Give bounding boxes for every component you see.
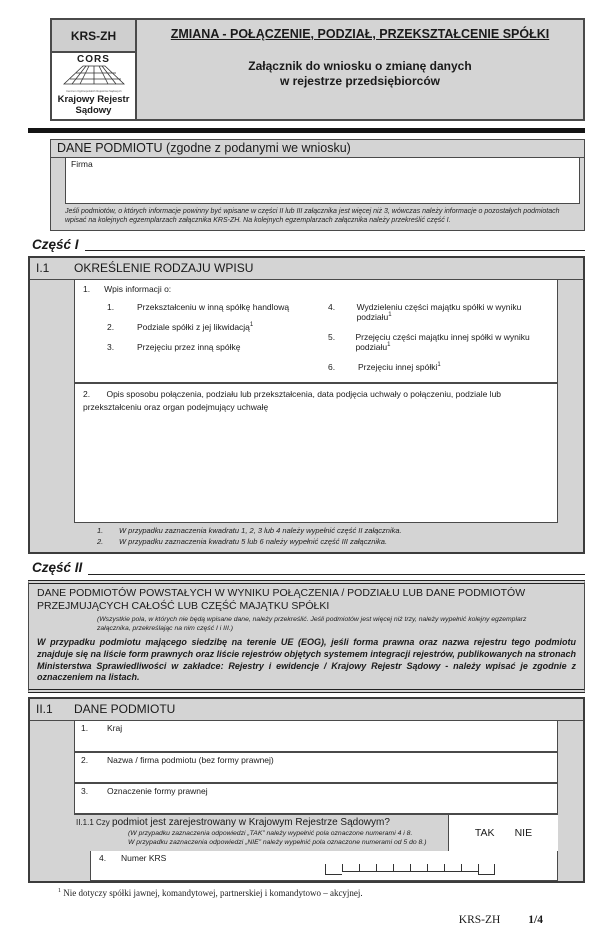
option-6-number: 6.: [328, 362, 336, 373]
form-header: [50, 18, 585, 121]
tak-nie-cell: [448, 815, 558, 851]
kraj-input[interactable]: [74, 721, 558, 752]
footer-form-code: KRS-ZH: [458, 914, 501, 926]
option-1-number: 1.: [107, 302, 115, 313]
opis-sposobu-label: [83, 388, 549, 414]
dane-podmiotu-note: Jeśli podmiotów, o których informacje powinny być wpisane w części II lub III załącznika jest więcej niż 3, wówczas należy informacje o pozostałych podmiotach wpisać na kolejnych egzemplarzach załącznika KRS-ZH. Na kolejnych egzemplarzach załącznika należy przekreślić część I.: [65, 208, 560, 225]
question-ii11-row: [74, 814, 558, 851]
section-i1-footnotes: [30, 523, 583, 552]
form-code-cell: KRS-ZH: [52, 20, 135, 53]
czesc-2-eu-note: W przypadku podmiotu mającego siedzibę na terenie UE (EOG), jeśli forma prawna oraz nazwa rejestru tego podmiotu znajduje się na liście form prawnych oraz liście rejestrów objętych systemem integracji rejestrów, publikowanych na stronach Ministerstwa Sprawiedliwości w zakładce: Rejestry i ewidencje / Krajowy Rejestr Sądowy - należy wpisać je zgodnie z oznaczeniem na listach.: [37, 637, 576, 683]
option-5-number: 5.: [328, 332, 336, 343]
footnote-2-text: W przypadku zaznaczenia kwadratu 5 lub 6 należy wypełnić część III załącznika.: [119, 537, 388, 547]
option-1-label: Przekształceniu w inną spółkę handlową: [137, 302, 290, 313]
section-i1: [28, 256, 585, 554]
czesc-2-intro-box: [28, 580, 585, 693]
nie-option[interactable]: NIE: [514, 826, 533, 839]
czesc-2-intro-note: (Wszystkie pola, w których nie będą wpisane dane, należy przekreślić. Jeśli podmiotów jest więcej niż trzy, należy wypełnić kolejny egzemplarz załącznika, przekreślając na nim część I i III.): [97, 615, 527, 633]
options-right-column: [328, 302, 549, 380]
section-ii1: [28, 697, 585, 883]
question-ii11-text: II.1.1 Czy podmiot jest zarejestrowany w Krajowym Rejestrze Sądowym?: [76, 816, 390, 828]
krs-zh-form: [28, 18, 585, 926]
header-divider-rule: [28, 128, 585, 133]
form-subtitle-line1: Załącznik do wniosku o zmianę danych: [248, 58, 472, 73]
cors-logo: [52, 53, 135, 119]
forma-prawna-number: 3.: [81, 785, 89, 796]
option-4-number: 4.: [328, 302, 336, 313]
logo-org-line2: Sądowy: [75, 105, 112, 117]
logo-org-name: [58, 95, 130, 117]
krs-digit-cell[interactable]: [376, 864, 393, 872]
footnote-2-number: 2.: [97, 537, 104, 547]
krs-digit-cell[interactable]: [393, 864, 410, 872]
krs-digit-cell[interactable]: [461, 864, 478, 872]
section-ii1-band: [30, 699, 583, 721]
logo-org-line1: Krajowy Rejestr: [57, 94, 130, 106]
section-ii1-number: II.1: [36, 701, 53, 716]
footnote-1-number: 1.: [97, 526, 104, 536]
czesc-1-heading: [32, 238, 585, 253]
numer-krs-comb-input[interactable]: [325, 864, 495, 875]
cors-grid-icon: [63, 65, 125, 89]
option-3[interactable]: [107, 342, 328, 352]
option-6[interactable]: [328, 362, 549, 372]
option-5[interactable]: [328, 332, 549, 352]
wpis-informacji-box: [74, 280, 558, 383]
question-ii11-cell: [74, 815, 448, 851]
option-5-label: Przejęciu części majątku innej spółki w wyniku podziału$^1$: [355, 332, 530, 353]
footnote-row-2: [97, 537, 575, 548]
form-subtitle: [248, 59, 471, 90]
option-3-number: 3.: [107, 342, 115, 353]
form-title: ZMIANA - POŁĄCZENIE, PODZIAŁ, PRZEKSZTAŁCENIE SPÓŁKI: [170, 27, 550, 41]
option-4[interactable]: [328, 302, 549, 322]
dane-podmiotu-title: DANE PODMIOTU (zgodne z podanymi we wniosku): [51, 140, 584, 158]
page-footnote: $^1$ Nie dotyczy spółki jawnej, komandytowej, partnerskiej i komandytowo – akcyjnej.: [58, 888, 363, 898]
item1-number: 1.: [83, 284, 91, 295]
option-1[interactable]: [107, 302, 328, 312]
page-footer: [28, 914, 543, 926]
firma-input[interactable]: [65, 158, 580, 204]
form-subtitle-line2: w rejestrze przedsiębiorców: [279, 74, 441, 89]
nazwa-firma-number: 2.: [81, 754, 89, 765]
czesc-1-heading-rule: [85, 250, 585, 251]
option-3-label: Przejęciu przez inną spółkę: [137, 342, 241, 353]
option-2[interactable]: [107, 322, 328, 332]
option-2-number: 2.: [107, 322, 115, 333]
section-ii1-title: DANE PODMIOTU: [74, 701, 176, 716]
numer-krs-row: [90, 851, 558, 881]
forma-prawna-input[interactable]: [74, 783, 558, 814]
footer-page-number: 1/4: [528, 914, 543, 926]
krs-digit-cell[interactable]: [444, 864, 461, 872]
krs-digit-cell[interactable]: [359, 864, 376, 872]
tak-option[interactable]: TAK: [474, 826, 495, 839]
firma-label: Firma: [71, 159, 93, 169]
section-i1-band: [30, 258, 583, 280]
item2-label: Opis sposobu połączenia, podziału lub przekształcenia, data podjęcia uchwały o połączeniu, podziale lub przekształceniu oraz organ podejmujący uchwałę: [83, 389, 502, 413]
item1-label: Wpis informacji o:: [104, 284, 172, 295]
options-left-column: [107, 302, 328, 380]
krs-digit-cell[interactable]: [478, 864, 495, 875]
krs-digit-cell[interactable]: [427, 864, 444, 872]
numer-krs-number: 4.: [99, 853, 107, 863]
option-2-label: Podziale spółki z jej likwidacją$^1$: [137, 322, 254, 333]
czesc-1-heading-text: Część I: [32, 236, 79, 252]
cors-logo-subtext: Centrum Ogólnopolskich Rejestrów Sądowych: [65, 89, 122, 94]
section-i1-title: OKREŚLENIE RODZAJU WPISU: [74, 261, 254, 276]
footnote-row-1: [97, 526, 575, 537]
czesc-2-heading-text: Część II: [32, 560, 83, 576]
option-6-label: Przejęciu innej spółki$^1$: [358, 362, 441, 373]
czesc-2-intro-title: DANE PODMIOTÓW POWSTAŁYCH W WYNIKU POŁĄCZENIA / PODZIAŁU LUB DANE PODMIOTÓW PRZEJMUJĄCYCH CAŁOŚĆ LUB CZĘŚĆ MAJĄTKU SPÓŁKI: [37, 586, 526, 612]
dane-podmiotu-box: [50, 139, 585, 231]
opis-sposobu-input[interactable]: [74, 383, 558, 523]
czesc-2-heading: [32, 561, 585, 576]
krs-digit-cell[interactable]: [342, 864, 359, 872]
krs-digit-cell[interactable]: [410, 864, 427, 872]
option-4-label: Wydzieleniu części majątku spółki w wyniku podziału$^1$: [356, 302, 522, 323]
kraj-label: Kraj: [107, 722, 123, 733]
nazwa-firma-label: Nazwa / firma podmiotu (bez formy prawnej): [107, 754, 274, 765]
kraj-number: 1.: [81, 722, 89, 733]
numer-krs-label: Numer KRS: [121, 853, 167, 863]
header-title-cell: [137, 20, 583, 119]
footnote-1-text: W przypadku zaznaczenia kwadratu 1, 2, 3 lub 4 należy wypełnić część II załącznika.: [119, 526, 402, 536]
section-i1-number: I.1: [36, 261, 50, 276]
cors-logo-text: CORS: [77, 54, 110, 66]
item2-number: 2.: [83, 389, 91, 400]
header-left-column: [52, 20, 137, 119]
options-grid: [83, 302, 549, 380]
question-ii11-notes: [128, 829, 444, 848]
forma-prawna-label: Oznaczenie formy prawnej: [107, 785, 208, 796]
czesc-2-heading-rule: [88, 574, 585, 575]
question-ii11-note1: (W przypadku zaznaczenia odpowiedzi „TAK” należy wypełnić pola oznaczone numerami 4 i 8.: [128, 829, 413, 837]
nazwa-firma-input[interactable]: [74, 752, 558, 783]
wpis-informacji-label-row: [83, 284, 549, 294]
krs-digit-cell[interactable]: [325, 864, 342, 875]
question-ii11-note2: W przypadku zaznaczenia odpowiedzi „NIE” należy wypełnić pola oznaczone numerami od 5 do 8.): [128, 839, 427, 847]
